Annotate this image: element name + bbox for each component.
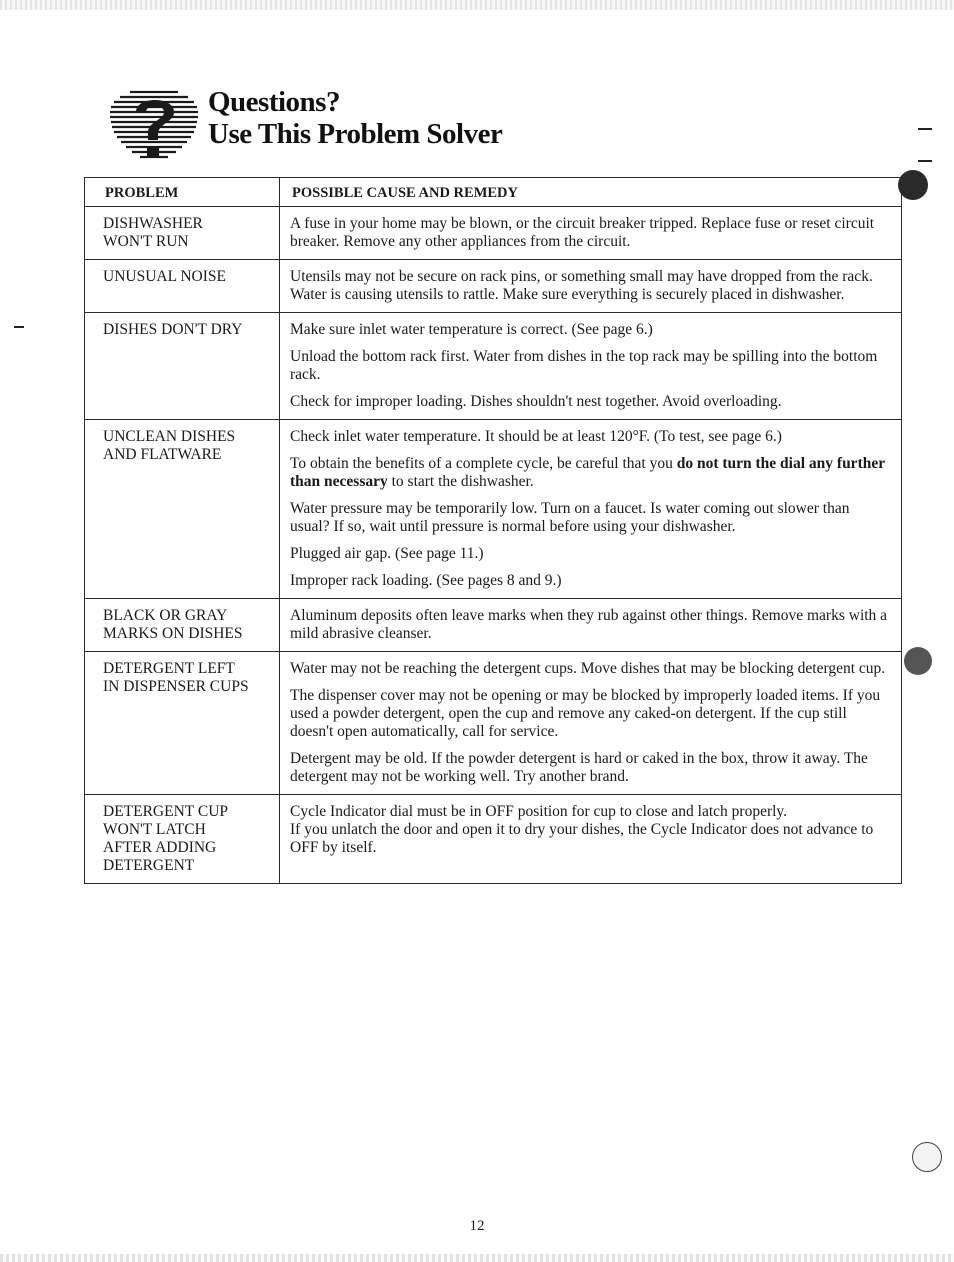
remedy-text: Check inlet water temperature. It should be at least 120°F. (To test, see page 6.) (290, 428, 782, 445)
table-row (85, 313, 902, 420)
remedy-text-part: To obtain the benefits of a complete cycle, be careful that you (290, 455, 677, 472)
remedy-text: Water pressure may be temporarily low. Turn on a faucet. Is water coming out slower than usual? If so, wait until pressure is normal before using your dishwasher. (290, 500, 850, 535)
problem-cell (85, 420, 280, 599)
problem-cell (85, 599, 280, 652)
remedy-text: If you unlatch the door and open it to dry your dishes, the Cycle Indicator does not advance to OFF by itself. (290, 821, 874, 856)
remedy-text: Unload the bottom rack first. Water from dishes in the top rack may be spilling into the bottom rack. (290, 348, 878, 383)
remedy-cell (280, 207, 902, 260)
problem-cell (85, 652, 280, 795)
binder-hole-mark (898, 170, 928, 200)
page-header (108, 86, 668, 166)
problem-text: MARKS ON DISHES (103, 625, 243, 642)
problem-text: WON'T LATCH (103, 821, 206, 838)
problem-text: DETERGENT (103, 857, 195, 874)
scan-noise-top (0, 0, 954, 10)
problem-cell (85, 795, 280, 884)
remedy-cell (280, 652, 902, 795)
problem-cell (85, 260, 280, 313)
problem-text: DETERGENT LEFT (103, 660, 235, 677)
remedy-text: Plugged air gap. (See page 11.) (290, 545, 484, 562)
remedy-text: Detergent may be old. If the powder detergent is hard or caked in the box, throw it away. The detergent may not be working well. Try another brand. (290, 750, 868, 785)
remedy-cell (280, 599, 902, 652)
remedy-cell (280, 260, 902, 313)
remedy-cell (280, 313, 902, 420)
remedy-text: Utensils may not be secure on rack pins, or something small may have dropped from the rack. Water is causing utensils to rattle. Make sure everything is securely placed in dishwasher. (290, 268, 873, 303)
page-title-line-1: Questions? (208, 86, 340, 118)
remedy-text: Cycle Indicator dial must be in OFF position for cup to close and latch properly. (290, 803, 788, 820)
table-row (85, 795, 902, 884)
problem-text: UNCLEAN DISHES (103, 428, 236, 445)
problem-text: BLACK OR GRAY (103, 607, 228, 624)
problem-text: WON'T RUN (103, 233, 189, 250)
scan-noise-bottom (0, 1254, 954, 1262)
problem-text: IN DISPENSER CUPS (103, 678, 249, 695)
question-mark-icon (108, 86, 202, 164)
remedy-emphasis: do not turn the dial any further than necessary (290, 455, 885, 490)
table-row (85, 207, 902, 260)
remedy-cell (280, 795, 902, 884)
binder-hole-mark (904, 647, 932, 675)
problem-text: UNUSUAL NOISE (103, 268, 226, 285)
table-row (85, 652, 902, 795)
remedy-text: Make sure inlet water temperature is correct. (See page 6.) (290, 321, 653, 338)
remedy-text-with-emphasis (290, 455, 891, 491)
table-header-row (85, 178, 902, 207)
problem-cell (85, 207, 280, 260)
problem-text: DISHES DON'T DRY (103, 321, 243, 338)
problem-text: DISHWASHER (103, 215, 203, 232)
problem-text: AFTER ADDING (103, 839, 217, 856)
remedy-text-part: to start the dishwasher. (387, 473, 534, 490)
page-title-line-2: Use This Problem Solver (208, 118, 503, 150)
column-header-remedy: POSSIBLE CAUSE AND REMEDY (280, 178, 902, 207)
problem-solver-table (84, 177, 902, 884)
problem-text: DETERGENT CUP (103, 803, 229, 820)
problem-cell (85, 313, 280, 420)
remedy-cell (280, 420, 902, 599)
problem-text: AND FLATWARE (103, 446, 222, 463)
margin-mark (918, 128, 932, 130)
column-header-problem: PROBLEM (85, 178, 280, 207)
table-row (85, 599, 902, 652)
binder-hole-mark (912, 1142, 942, 1172)
margin-mark (14, 326, 24, 328)
remedy-text: Aluminum deposits often leave marks when they rub against other things. Remove marks with a mild abrasive cleanser. (290, 607, 888, 642)
remedy-text: A fuse in your home may be blown, or the circuit breaker tripped. Replace fuse or reset circuit breaker. Remove any other appliances from the circuit. (290, 215, 875, 250)
table-row (85, 260, 902, 313)
page-number: 12 (469, 1218, 485, 1234)
remedy-text: Water may not be reaching the detergent cups. Move dishes that may be blocking detergent cup. (290, 660, 886, 677)
remedy-text: Check for improper loading. Dishes shouldn't nest together. Avoid overloading. (290, 393, 782, 410)
margin-mark (918, 160, 932, 162)
remedy-text: The dispenser cover may not be opening or may be blocked by improperly loaded items. If you used a powder detergent, open the cup and remove any caked-on detergent. If the cup still doesn't open automatically, call for service. (290, 687, 881, 740)
remedy-text: Improper rack loading. (See pages 8 and 9.) (290, 572, 562, 589)
table-row (85, 420, 902, 599)
